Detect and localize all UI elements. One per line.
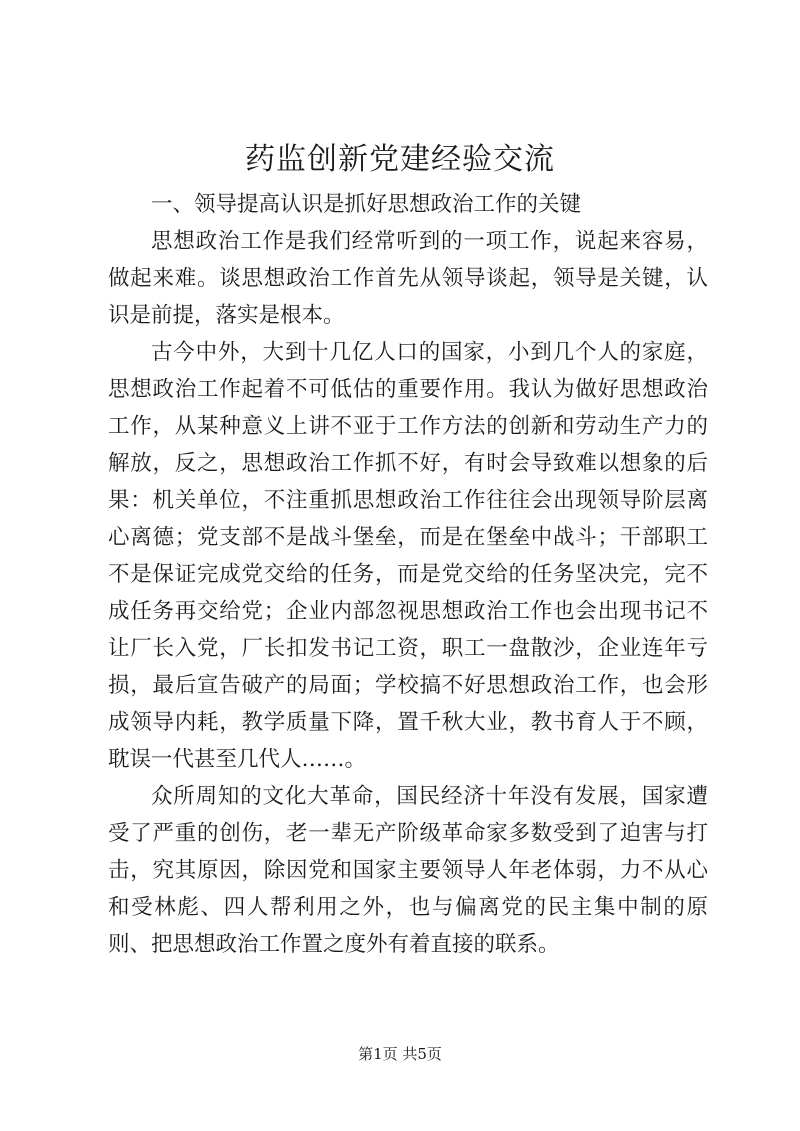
section-heading: 一、领导提高认识是抓好思想政治工作的关键 [151, 192, 582, 217]
paragraph-2: 古今中外，大到十几亿人口的国家，小到几个人的家庭，思想政治工作起着不可低估的重要作用。我认为做好思想政治工作，从某种意义上讲不亚于工作方法的创新和劳动生产力的解放，反之，思想政治工作抓不好，有时会导致难以想象的后果：机关单位，不注重抓思想政治工作往往会出现领导阶层离心离德；党支部不是战斗堡垒，而是在堡垒中战斗；干部职工不是保证完成党交给的任务，而是党交给的任务坚决完，完不成任务再交给党；企业内部忽视思想政治工作也会出现书记不让厂长入党，厂长扣发书记工资，职工一盘散沙，企业连年亏损，最后宣告破产的局面；学校搞不好思想政治工作，也会形成领导内耗，教学质量下降，置千秋大业，教书育人于不顾，耽误一代甚至几代人……。 [108, 340, 708, 772]
page-number-footer: 第1页 共5页 [358, 1045, 442, 1063]
paragraph-1: 思想政治工作是我们经常听到的一项工作，说起来容易，做起来难。谈思想政治工作首先从领导谈起，领导是关键，认识是前提，落实是根本。 [108, 229, 708, 328]
paragraph-3: 众所周知的文化大革命，国民经济十年没有发展，国家遭受了严重的创伤，老一辈无产阶级革命家多数受到了迫害与打击，究其原因，除因党和国家主要领导人年老体弱，力不从心和受林彪、四人帮利用之外，也与偏离党的民主集中制的原则、把思想政治工作置之度外有着直接的联系。 [108, 784, 708, 957]
document-title: 药监创新党建经验交流 [245, 142, 555, 177]
document-body [108, 186, 708, 963]
